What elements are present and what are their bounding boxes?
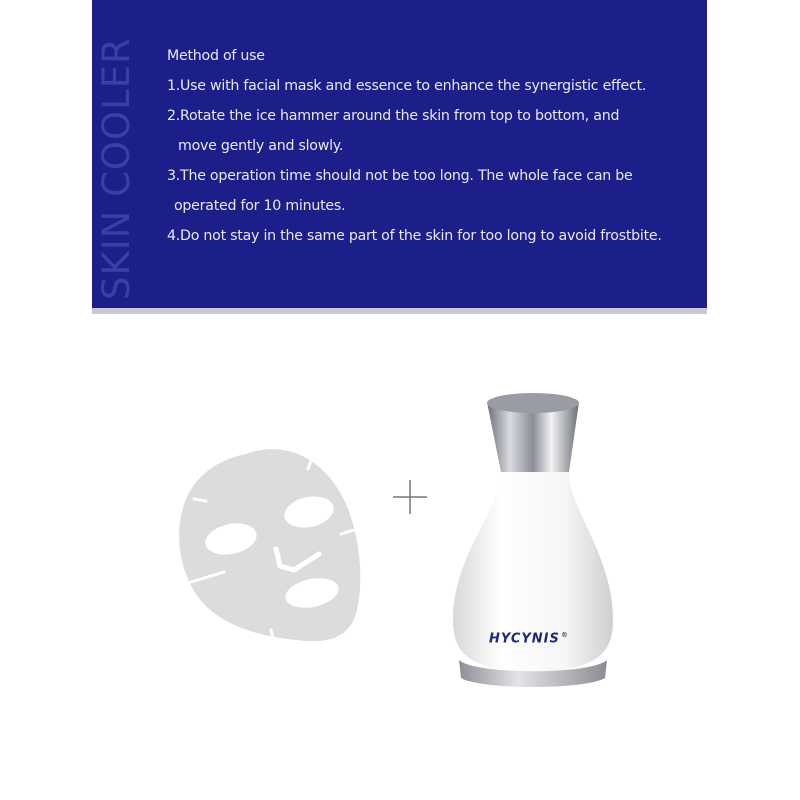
step-2: 2.Rotate the ice hammer around the skin from top to bottom, and	[167, 108, 620, 124]
step-2-continued: move gently and slowly.	[178, 138, 344, 154]
brand-name: HYCYNIS	[489, 631, 560, 647]
vertical-product-title: SKIN COOLER	[95, 37, 138, 300]
step-1: 1.Use with facial mask and essence to enhance the synergistic effect.	[167, 78, 647, 94]
plus-icon	[393, 480, 427, 514]
banner-shadow-strip	[92, 308, 707, 314]
method-heading: Method of use	[167, 48, 265, 64]
facial-mask-icon	[176, 444, 362, 644]
brand-logo	[489, 631, 579, 646]
registered-mark: ®	[560, 631, 569, 639]
step-3: 3.The operation time should not be too long. The whole face can be	[167, 168, 633, 184]
step-4: 4.Do not stay in the same part of the skin for too long to avoid frostbite.	[167, 228, 662, 244]
method-of-use-section	[167, 44, 697, 254]
step-3-continued: operated for 10 minutes.	[174, 198, 346, 214]
